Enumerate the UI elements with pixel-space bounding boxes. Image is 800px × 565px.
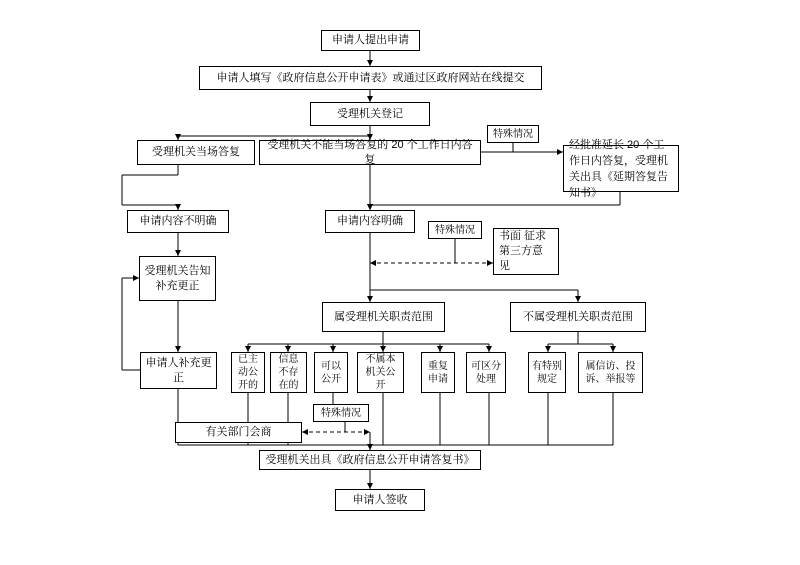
node-applicant-submits[interactable]: 申请人提出申请 bbox=[321, 30, 420, 51]
node-applicant-receipt[interactable]: 申请人签收 bbox=[335, 489, 425, 511]
node-outside-agency-scope[interactable]: 不属受理机关职责范围 bbox=[510, 302, 646, 332]
node-special-case-2[interactable]: 特殊情况 bbox=[428, 221, 482, 239]
node-content-clear[interactable]: 申请内容明确 bbox=[325, 210, 415, 233]
node-duplicate-application[interactable]: 重复申请 bbox=[421, 352, 455, 393]
node-info-not-exist[interactable]: 信息不存在的 bbox=[270, 352, 307, 393]
node-can-disclose[interactable]: 可以公开 bbox=[314, 352, 348, 393]
node-content-unclear[interactable]: 申请内容不明确 bbox=[127, 210, 229, 233]
node-special-case-1[interactable]: 特殊情况 bbox=[487, 125, 539, 143]
node-already-disclosed[interactable]: 已主动公开的 bbox=[231, 352, 265, 393]
node-issue-reply-letter[interactable]: 受理机关出具《政府信息公开申请答复书》 bbox=[259, 450, 481, 470]
node-20-working-days-reply[interactable]: 受理机关不能当场答复的 20 个工作日内答复 bbox=[259, 140, 481, 165]
node-departments-consultation[interactable]: 有关部门会商 bbox=[175, 422, 302, 443]
node-third-party-opinion[interactable]: 书面 征求 第三方意见 bbox=[493, 228, 559, 275]
node-within-agency-scope[interactable]: 属受理机关职责范围 bbox=[322, 302, 445, 332]
node-agency-registration[interactable]: 受理机关登记 bbox=[310, 102, 430, 126]
node-petition-complaint[interactable]: 属信访、投诉、举报等 bbox=[578, 352, 643, 393]
node-fill-application-form[interactable]: 申请人填写《政府信息公开申请表》或通过区政府网站在线提交 bbox=[199, 66, 542, 90]
node-not-this-agency[interactable]: 不属本机关公开 bbox=[357, 352, 404, 393]
node-special-case-3[interactable]: 特殊情况 bbox=[313, 404, 369, 422]
node-notify-supplement[interactable]: 受理机关告知补充更正 bbox=[139, 256, 216, 301]
node-onsite-reply[interactable]: 受理机关当场答复 bbox=[137, 140, 255, 165]
node-extension-notice[interactable]: 经批准延长 20 个工作日内答复，受理机关出具《延期答复告知书》 bbox=[563, 145, 679, 192]
node-special-provision[interactable]: 有特别规定 bbox=[528, 352, 566, 393]
node-separable-handling[interactable]: 可区分处理 bbox=[466, 352, 506, 393]
node-applicant-supplement[interactable]: 申请人补充更正 bbox=[140, 352, 217, 389]
